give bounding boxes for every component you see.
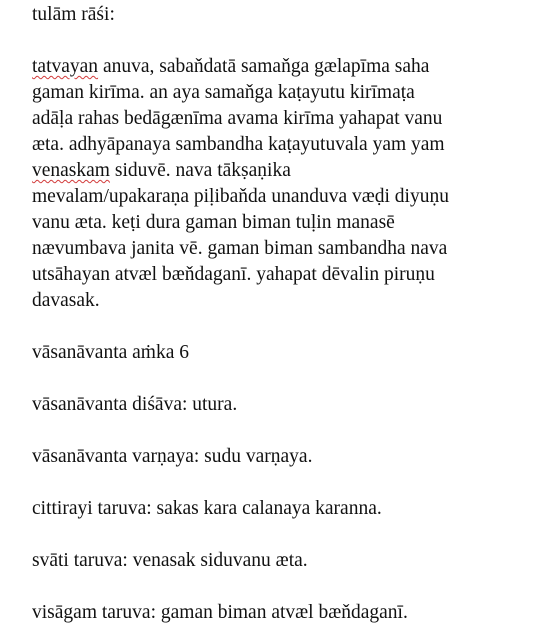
paragraph-line — [32, 210, 537, 236]
blank-line — [32, 366, 537, 392]
paragraph-line — [32, 80, 537, 106]
line-text: siduvē. nava tākṣaṇika — [109, 160, 291, 181]
paragraph-line — [32, 288, 537, 314]
paragraph-line — [32, 132, 537, 158]
blank-line — [32, 28, 537, 54]
paragraph-line — [32, 236, 537, 262]
line-text: vanu æta. keṭi dura gaman biman tuḷin manasē — [32, 212, 395, 233]
paragraph-line — [32, 54, 537, 80]
paragraph-line — [32, 184, 537, 210]
line-text: davasak. — [32, 290, 100, 311]
line-text: æta. adhyāpanaya sambandha kaṭayutuvala yam yam — [32, 134, 445, 155]
main-paragraph — [32, 54, 537, 314]
document-body — [32, 0, 537, 626]
info-line: visāgam taruva: gaman biman atvæl bæňdaganī. — [32, 602, 408, 623]
line-text: mevalam/upakaraṇa piḷibaňda unanduva væḍi diyuṇu — [32, 186, 449, 207]
blank-line — [32, 522, 537, 548]
blank-line — [32, 574, 537, 600]
paragraph-line — [32, 262, 537, 288]
line-text: gaman kirīma. an aya samaňga kaṭayutu kirīmaṭa — [32, 82, 415, 103]
line-text: utsāhayan atvæl bæňdaganī. yahapat dēvalin piruṇu — [32, 264, 435, 285]
misspelled-word[interactable]: tatvayan — [32, 56, 99, 77]
info-line: vāsanāvanta diśāva: utura. — [32, 394, 238, 415]
info-line: vāsanāvanta aṁka 6 — [32, 342, 190, 363]
line-text: nævumbava janita vē. gaman biman sambandha nava — [32, 238, 448, 259]
blank-line — [32, 418, 537, 444]
line-text: anuva, sabaňdatā samaňga gælapīma saha — [98, 56, 430, 77]
line-text: adāḷa rahas bedāgænīma avama kirīma yahapat vanu — [32, 108, 443, 129]
heading: tulām rāśi: — [32, 4, 115, 25]
misspelled-word[interactable]: venaskam — [32, 160, 110, 181]
paragraph-line — [32, 106, 537, 132]
blank-line — [32, 314, 537, 340]
paragraph-line — [32, 158, 537, 184]
info-line: cittirayi taruva: sakas kara calanaya karanna. — [32, 498, 382, 519]
info-line: vāsanāvanta varṇaya: sudu varṇaya. — [32, 446, 313, 467]
blank-line — [32, 470, 537, 496]
info-line: svāti taruva: venasak siduvanu æta. — [32, 550, 308, 571]
